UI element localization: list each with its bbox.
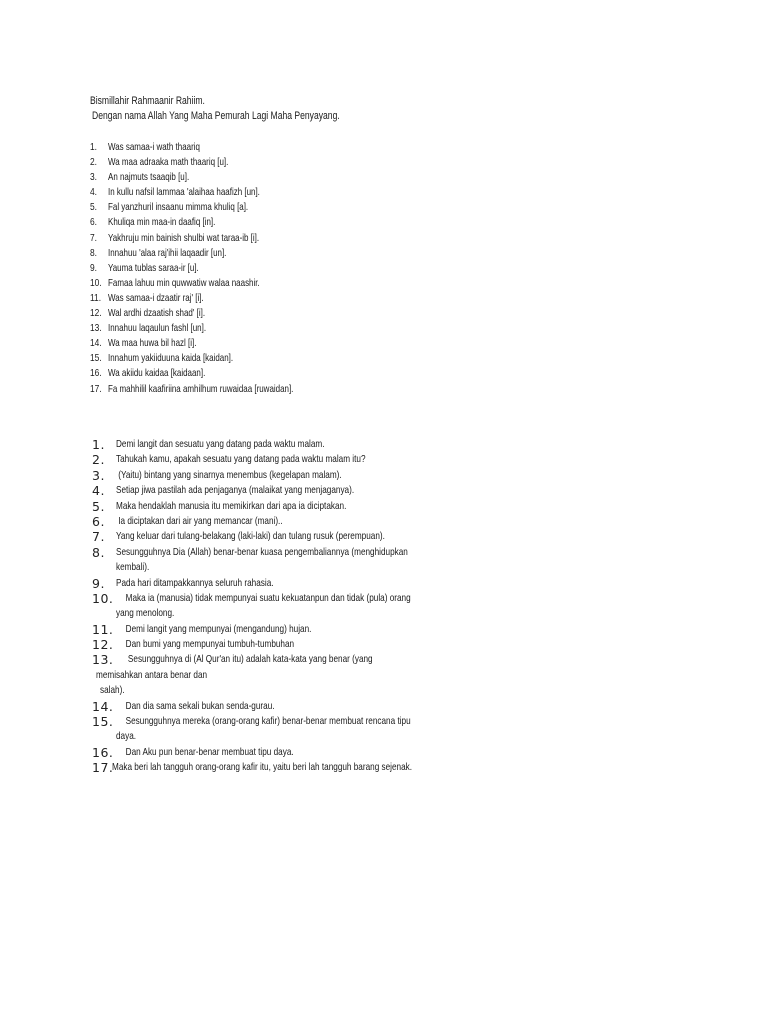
verse-number: 16.	[92, 744, 114, 760]
translation-line: kembali).	[116, 561, 150, 574]
translation-item	[92, 745, 492, 760]
verse-translation	[92, 483, 492, 498]
verse-text: Was samaa-i wath thaariq	[108, 141, 200, 153]
verse-translation	[92, 760, 492, 775]
bismillah-line: Bismillahir Rahmaanir Rahiim.	[90, 95, 205, 107]
translation-line: Yang keluar dari tulang-belakang (laki-laki) dan tulang rusuk (perempuan).	[116, 530, 385, 543]
verse-text: Innahuu laqaulun fashl [un].	[108, 322, 207, 335]
verse-translation	[92, 514, 492, 529]
translation-item	[92, 452, 492, 467]
translation-line: Dan dia sama sekali bukan senda-gurau.	[112, 699, 275, 712]
translation-item	[92, 514, 492, 529]
verse-text: Famaa lahuu min quwwatiw walaa naashir.	[108, 276, 260, 289]
verse-number: 7.	[90, 231, 98, 244]
verse-translation	[92, 437, 492, 452]
document-header	[90, 94, 410, 123]
translation-item	[92, 499, 492, 514]
verse-number: 13.	[92, 652, 114, 668]
verse-number: 2.	[92, 452, 105, 468]
translation-line: Maka beri lah tangguh orang-orang kafir itu, yaitu beri lah tangguh barang sejenak.	[112, 761, 413, 774]
verse-number: 3.	[90, 171, 98, 184]
verse-number: 2.	[90, 156, 98, 169]
translation-line: Dan bumi yang mempunyai tumbuh-tumbuhan	[112, 638, 295, 651]
verse-number: 11.	[90, 291, 102, 304]
translation-line: daya.	[116, 730, 137, 743]
translation-item	[92, 483, 492, 498]
translation-line: Pada hari ditampakkannya seluruh rahasia.	[116, 576, 274, 589]
verse-number: 15.	[90, 352, 102, 365]
translation-item	[92, 468, 492, 483]
verse-translation	[92, 499, 492, 514]
verse-number: 6.	[92, 513, 105, 529]
verse-number: 12.	[90, 307, 102, 320]
verse-translation	[92, 468, 492, 483]
verse-number: 4.	[92, 483, 105, 499]
translation-line: yang menolong.	[116, 607, 175, 620]
translation-item	[92, 545, 492, 576]
verse-number: 9.	[90, 261, 98, 274]
translation-list	[92, 437, 492, 776]
verse-translation	[92, 529, 492, 544]
translation-item	[92, 576, 492, 591]
verse-number: 14.	[90, 337, 102, 350]
verse-number: 17.	[90, 382, 102, 395]
verse-text: In kullu nafsil lammaa 'alaihaa haafizh [un].	[108, 186, 260, 199]
verse-number: 10.	[92, 590, 114, 606]
translation-line: salah).	[100, 684, 125, 697]
verse-number: 5.	[92, 498, 105, 514]
verse-number: 8.	[90, 246, 98, 259]
verse-number: 16.	[90, 367, 102, 380]
verse-number: 1.	[92, 437, 105, 452]
verse-text: Yakhruju min bainish shulbi wat taraa-ib [i].	[108, 231, 260, 244]
translation-line: Setiap jiwa pastilah ada penjaganya (malaikat yang menjaganya).	[116, 484, 355, 497]
verse-translation	[92, 699, 492, 714]
verse-number: 6.	[90, 216, 98, 229]
verse-translation	[92, 652, 492, 698]
verse-number: 3.	[92, 467, 105, 483]
verse-text: Wa maa huwa bil hazl [i].	[108, 337, 197, 350]
verse-text: An najmuts tsaaqib [u].	[108, 171, 190, 184]
translation-line: Demi langit yang mempunyai (mengandung) hujan.	[112, 622, 312, 635]
verse-text: Khuliqa min maa-in daafiq [in].	[108, 216, 216, 229]
verse-text: Wal ardhi dzaatish shad' [i].	[108, 307, 206, 320]
verse-number: 17.	[92, 760, 114, 776]
translation-line: Sesungguhnya Dia (Allah) benar-benar kuasa pengembaliannya (menghidupkan	[116, 545, 408, 558]
verse-text: Wa maa adraaka math thaariq [u].	[108, 156, 229, 169]
translation-line: (Yaitu) bintang yang sinarnya menembus (kegelapan malam).	[116, 468, 342, 481]
verse-translation	[92, 714, 492, 745]
verse-text: Innahuu 'alaa raj'ihii laqaadir [un].	[108, 246, 227, 259]
translation-item	[92, 760, 492, 775]
translation-item	[92, 529, 492, 544]
verse-translation	[92, 452, 492, 467]
translation-line: Sesungguhnya mereka (orang-orang kafir) benar-benar membuat rencana tipu	[112, 715, 411, 728]
translation-item	[92, 437, 492, 452]
verse-translation	[92, 745, 492, 760]
translation-line: memisahkan antara benar dan	[96, 668, 208, 681]
translation-line: Tahukah kamu, apakah sesuatu yang datang pada waktu malam itu?	[116, 453, 366, 466]
translation-item	[92, 591, 492, 622]
verse-number: 14.	[92, 698, 114, 714]
verse-number: 10.	[90, 276, 102, 289]
translation-line: Maka hendaklah manusia itu memikirkan dari apa ia diciptakan.	[116, 499, 347, 512]
verse-text: Wa akiidu kaidaa [kaidaan].	[108, 367, 206, 380]
verse-text: Innahum yakiiduuna kaida [kaidan].	[108, 352, 234, 365]
verse-translation	[92, 637, 492, 652]
verse-number: 4.	[90, 186, 98, 199]
translation-item	[92, 622, 492, 637]
translation-line: Maka ia (manusia) tidak mempunyai suatu kekuatanpun dan tidak (pula) orang	[112, 591, 411, 604]
verse-number: 7.	[92, 529, 105, 545]
verse-translation	[92, 622, 492, 637]
translation-line: Sesungguhnya di (Al Qur'an itu) adalah kata-kata yang benar (yang	[112, 653, 373, 666]
bismillah-meaning-line: Dengan nama Allah Yang Maha Pemurah Lagi Maha Penyayang.	[92, 109, 340, 122]
verse-translation	[92, 576, 492, 591]
translation-line: Ia diciptakan dari air yang memancar (mani)..	[116, 514, 283, 527]
verse-number: 1.	[90, 141, 98, 153]
translation-item	[92, 699, 492, 714]
verse-text: Fa mahhilil kaafiriina amhilhum ruwaidaa [ruwaidan].	[108, 382, 294, 395]
translation-line: Demi langit dan sesuatu yang datang pada waktu malam.	[116, 438, 325, 450]
verse-number: 9.	[92, 575, 105, 591]
verse-number: 5.	[90, 201, 98, 214]
verse-number: 11.	[92, 621, 114, 637]
verse-text: Was samaa-i dzaatir raj' [i].	[108, 291, 204, 304]
translation-item	[92, 714, 492, 745]
translation-line: Dan Aku pun benar-benar membuat tipu daya.	[112, 745, 294, 758]
verse-number: 15.	[92, 714, 114, 730]
verse-number: 13.	[90, 322, 102, 335]
verse-text: Yauma tublas saraa-ir [u].	[108, 261, 199, 274]
verse-translation	[92, 545, 492, 576]
translation-item	[92, 652, 492, 698]
verse-text: Fal yanzhuril insaanu mimma khuliq [a].	[108, 201, 249, 214]
verse-number: 8.	[92, 544, 105, 560]
translation-item	[92, 637, 492, 652]
verse-translation	[92, 591, 492, 622]
verse-number: 12.	[92, 637, 114, 653]
